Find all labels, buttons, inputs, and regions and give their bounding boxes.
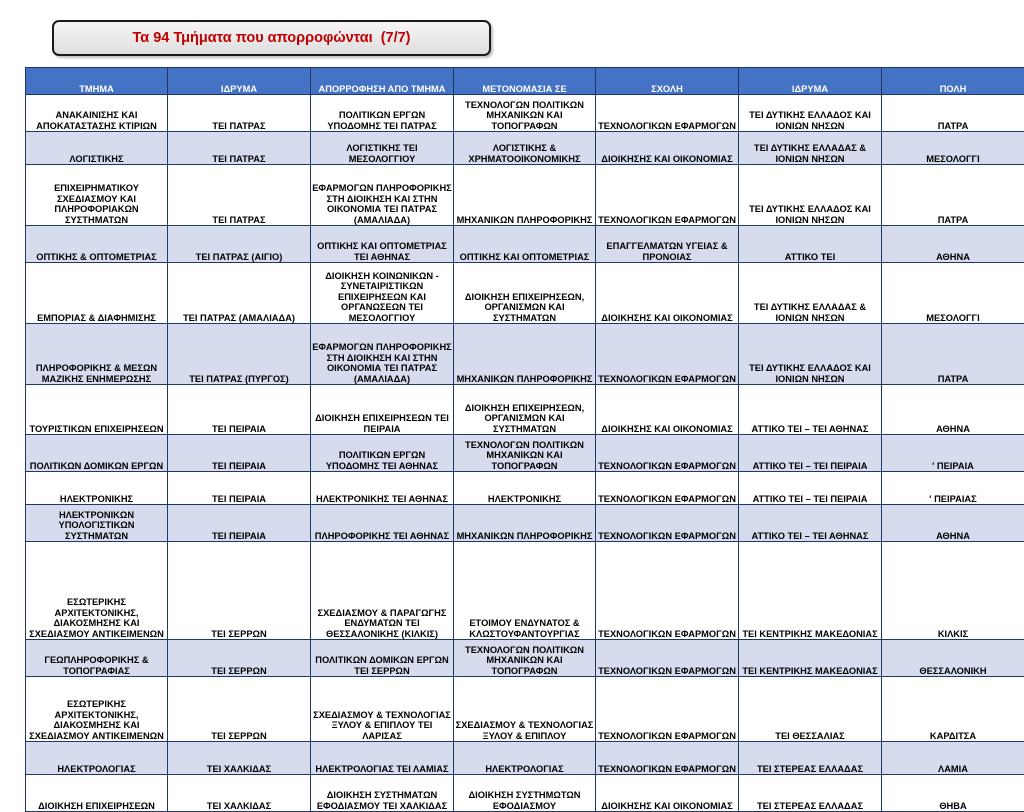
city-cell: ΜΕΣΟΛΟΓΓΙ (882, 263, 1024, 324)
institution-cell: ΤΕΙ ΠΕΙΡΑΙΑ (168, 505, 311, 542)
renamed-to-cell: ΛΟΓΙΣΤΙΚΗΣ & ΧΡΗΜΑΤΟΟΙΚΟΝΟΜΙΚΗΣ (454, 132, 596, 165)
absorbed-by-cell: ΛΟΓΙΣΤΙΚΗΣ ΤΕΙ ΜΕΣΟΛΟΓΓΙΟΥ (311, 132, 454, 165)
table-row (26, 677, 1024, 742)
department-cell: ΛΟΓΙΣΤΙΚΗΣ (26, 132, 168, 165)
absorbed-by-cell: ΕΦΑΡΜΟΓΩΝ ΠΛΗΡΟΦΟΡΙΚΗΣ ΣΤΗ ΔΙΟΙΚΗΣΗ ΚΑΙ ΣΤΗΝ ΟΙΚΟΝΟΜΙΑ ΤΕΙ ΠΑΤΡΑΣ (ΑΜΑΛΙΑΔΑ) (311, 324, 454, 385)
school-cell: ΔΙΟΙΚΗΣΗΣ ΚΑΙ ΟΙΚΟΝΟΜΙΑΣ (596, 775, 739, 812)
new-institution-cell: ΤΕΙ ΣΤΕΡΕΑΣ ΕΛΛΑΔΑΣ (739, 775, 882, 812)
renamed-to-cell: ΕΤΟΙΜΟΥ ΕΝΔΥΝΑΤΟΣ & ΚΛΩΣΤΟΥΦΑΝΤΟΥΡΓΙΑΣ (454, 542, 596, 640)
renamed-to-cell: ΗΛΕΚΤΡΟΛΟΓΙΑΣ (454, 742, 596, 775)
renamed-to-cell: ΤΕΧΝΟΛΟΓΩΝ ΠΟΛΙΤΙΚΩΝ ΜΗΧΑΝΙΚΩΝ ΚΑΙ ΤΟΠΟΓΡΑΦΩΝ (454, 95, 596, 132)
absorbed-by-cell: ΗΛΕΚΤΡΟΝΙΚΗΣ ΤΕΙ ΑΘΗΝΑΣ (311, 472, 454, 505)
new-institution-cell: ΤΕΙ ΔΥΤΙΚΗΣ ΕΛΛΑΔΟΣ ΚΑΙ ΙΟΝΙΩΝ ΝΗΣΩΝ (739, 95, 882, 132)
absorbed-by-cell: ΗΛΕΚΤΡΟΛΟΓΙΑΣ ΤΕΙ ΛΑΜΙΑΣ (311, 742, 454, 775)
school-cell: ΤΕΧΝΟΛΟΓΙΚΩΝ ΕΦΑΡΜΟΓΩΝ (596, 165, 739, 226)
school-cell: ΕΠΑΓΓΕΛΜΑΤΩΝ ΥΓΕΙΑΣ & ΠΡΟΝΟΙΑΣ (596, 226, 739, 263)
new-institution-cell: ΤΕΙ ΚΕΝΤΡΙΚΗΣ ΜΑΚΕΔΟΝΙΑΣ (739, 640, 882, 677)
renamed-to-cell: ΔΙΟΙΚΗΣΗ ΕΠΙΧΕΙΡΗΣΕΩΝ, ΟΡΓΑΝΙΣΜΩΝ ΚΑΙ ΣΥΣΤΗΜΑΤΩΝ (454, 385, 596, 435)
column-header-department: ΤΜΗΜΑ (26, 68, 168, 95)
absorbed-by-cell: ΔΙΟΙΚΗΣΗ ΚΟΙΝΩΝΙΚΩΝ - ΣΥΝΕΤΑΙΡΙΣΤΙΚΩΝ ΕΠΙΧΕΙΡΗΣΕΩΝ ΚΑΙ ΟΡΓΑΝΩΣΕΩΝ ΤΕΙ ΜΕΣΟΛΟΓΓΙΟΥ (311, 263, 454, 324)
absorbed-by-cell: ΠΟΛΙΤΙΚΩΝ ΔΟΜΙΚΩΝ ΕΡΓΩΝ ΤΕΙ ΣΕΡΡΩΝ (311, 640, 454, 677)
school-cell: ΔΙΟΙΚΗΣΗΣ ΚΑΙ ΟΙΚΟΝΟΜΙΑΣ (596, 385, 739, 435)
renamed-to-cell: ΣΧΕΔΙΑΣΜΟΥ & ΤΕΧΝΟΛΟΓΙΑΣ ΞΥΛΟΥ & ΕΠΙΠΛΟΥ (454, 677, 596, 742)
department-cell: ΠΟΛΙΤΙΚΩΝ ΔΟΜΙΚΩΝ ΕΡΓΩΝ (26, 435, 168, 472)
institution-cell: ΤΕΙ ΠΑΤΡΑΣ (ΠΥΡΓΟΣ) (168, 324, 311, 385)
absorbed-by-cell: ΟΠΤΙΚΗΣ ΚΑΙ ΟΠΤΟΜΕΤΡΙΑΣ ΤΕΙ ΑΘΗΝΑΣ (311, 226, 454, 263)
table-row (26, 385, 1024, 435)
city-cell: ΑΘΗΝΑ (882, 505, 1024, 542)
renamed-to-cell: ΔΙΟΙΚΗΣΗ ΣΥΣΤΗΜΩΤΩΝ ΕΦΟΔΙΑΣΜΟΥ (454, 775, 596, 812)
absorbed-by-cell: ΔΙΟΙΚΗΣΗ ΕΠΙΧΕΙΡΗΣΕΩΝ ΤΕΙ ΠΕΙΡΑΙΑ (311, 385, 454, 435)
new-institution-cell: ΤΕΙ ΣΤΕΡΕΑΣ ΕΛΛΑΔΑΣ (739, 742, 882, 775)
new-institution-cell: ΑΤΤΙΚΟ ΤΕΙ – ΤΕΙ ΠΕΙΡΑΙΑ (739, 435, 882, 472)
school-cell: ΤΕΧΝΟΛΟΓΙΚΩΝ ΕΦΑΡΜΟΓΩΝ (596, 742, 739, 775)
table-row (26, 742, 1024, 775)
column-header-city: ΠΟΛΗ (882, 68, 1024, 95)
renamed-to-cell: ΤΕΧΝΟΛΟΓΩΝ ΠΟΛΙΤΙΚΩΝ ΜΗΧΑΝΙΚΩΝ ΚΑΙ ΤΟΠΟΓΡΑΦΩΝ (454, 640, 596, 677)
city-cell: ΚΙΛΚΙΣ (882, 542, 1024, 640)
table-row (26, 775, 1024, 812)
renamed-to-cell: ΟΠΤΙΚΗΣ ΚΑΙ ΟΠΤΟΜΕΤΡΙΑΣ (454, 226, 596, 263)
school-cell: ΔΙΟΙΚΗΣΗΣ ΚΑΙ ΟΙΚΟΝΟΜΙΑΣ (596, 263, 739, 324)
absorbed-by-cell: ΣΧΕΔΙΑΣΜΟΥ & ΠΑΡΑΓΩΓΗΣ ΕΝΔΥΜΑΤΩΝ ΤΕΙ ΘΕΣΣΑΛΟΝΙΚΗΣ (ΚΙΛΚΙΣ) (311, 542, 454, 640)
renamed-to-cell: ΜΗΧΑΝΙΚΩΝ ΠΛΗΡΟΦΟΡΙΚΗΣ (454, 165, 596, 226)
table-row (26, 505, 1024, 542)
city-cell: ΛΑΜΙΑ (882, 742, 1024, 775)
school-cell: ΔΙΟΙΚΗΣΗΣ ΚΑΙ ΟΙΚΟΝΟΜΙΑΣ (596, 132, 739, 165)
new-institution-cell: ΑΤΤΙΚΟ ΤΕΙ – ΤΕΙ ΑΘΗΝΑΣ (739, 385, 882, 435)
new-institution-cell: ΤΕΙ ΚΕΝΤΡΙΚΗΣ ΜΑΚΕΔΟΝΙΑΣ (739, 542, 882, 640)
department-cell: ΑΝΑΚΑΙΝΙΣΗΣ ΚΑΙ ΑΠΟΚΑΤΑΣΤΑΣΗΣ ΚΤΙΡΙΩΝ (26, 95, 168, 132)
table-row (26, 640, 1024, 677)
department-cell: ΗΛΕΚΤΡΟΝΙΚΩΝ ΥΠΟΛΟΓΙΣΤΙΚΩΝ ΣΥΣΤΗΜΑΤΩΝ (26, 505, 168, 542)
column-header-school: ΣΧΟΛΗ (596, 68, 739, 95)
column-header-renamed-to: ΜΕΤΟΝΟΜΑΣΙΑ ΣΕ (454, 68, 596, 95)
city-cell: ΘΕΣΣΑΛΟΝΙΚΗ (882, 640, 1024, 677)
institution-cell: ΤΕΙ ΠΑΤΡΑΣ (168, 95, 311, 132)
new-institution-cell: ΑΤΤΙΚΟ ΤΕΙ – ΤΕΙ ΑΘΗΝΑΣ (739, 505, 882, 542)
column-header-new-institution: ΙΔΡΥΜΑ (739, 68, 882, 95)
table-row (26, 263, 1024, 324)
absorbed-by-cell: ΠΟΛΙΤΙΚΩΝ ΕΡΓΩΝ ΥΠΟΔΟΜΗΣ ΤΕΙ ΠΑΤΡΑΣ (311, 95, 454, 132)
department-cell: ΗΛΕΚΤΡΟΝΙΚΗΣ (26, 472, 168, 505)
table-header-row (26, 68, 1024, 95)
institution-cell: ΤΕΙ ΠΑΤΡΑΣ (ΑΜΑΛΙΑΔΑ) (168, 263, 311, 324)
renamed-to-cell: ΗΛΕΚΤΡΟΝΙΚΗΣ (454, 472, 596, 505)
school-cell: ΤΕΧΝΟΛΟΓΙΚΩΝ ΕΦΑΡΜΟΓΩΝ (596, 640, 739, 677)
city-cell: ΠΑΤΡΑ (882, 165, 1024, 226)
absorbed-by-cell: ΠΟΛΙΤΙΚΩΝ ΕΡΓΩΝ ΥΠΟΔΟΜΗΣ ΤΕΙ ΑΘΗΝΑΣ (311, 435, 454, 472)
department-cell: ΗΛΕΚΤΡΟΛΟΓΙΑΣ (26, 742, 168, 775)
new-institution-cell: ΤΕΙ ΔΥΤΙΚΗΣ ΕΛΛΑΔΟΣ ΚΑΙ ΙΟΝΙΩΝ ΝΗΣΩΝ (739, 165, 882, 226)
institution-cell: ΤΕΙ ΠΑΤΡΑΣ (168, 132, 311, 165)
department-cell: ΕΣΩΤΕΡΙΚΗΣ ΑΡΧΙΤΕΚΤΟΝΙΚΗΣ, ΔΙΑΚΟΣΜΗΣΗΣ ΚΑΙ ΣΧΕΔΙΑΣΜΟΥ ΑΝΤΙΚΕΙΜΕΝΩΝ (26, 542, 168, 640)
slide-title: Τα 94 Τμήματα που απορροφώνται (7/7) (52, 20, 491, 56)
renamed-to-cell: ΜΗΧΑΝΙΚΩΝ ΠΛΗΡΟΦΟΡΙΚΗΣ (454, 505, 596, 542)
new-institution-cell: ΑΤΤΙΚΟ ΤΕΙ – ΤΕΙ ΠΕΙΡΑΙΑ (739, 472, 882, 505)
school-cell: ΤΕΧΝΟΛΟΓΙΚΩΝ ΕΦΑΡΜΟΓΩΝ (596, 435, 739, 472)
renamed-to-cell: ΜΗΧΑΝΙΚΩΝ ΠΛΗΡΟΦΟΡΙΚΗΣ (454, 324, 596, 385)
school-cell: ΤΕΧΝΟΛΟΓΙΚΩΝ ΕΦΑΡΜΟΓΩΝ (596, 472, 739, 505)
departments-table (25, 67, 1024, 812)
absorbed-by-cell: ΕΦΑΡΜΟΓΩΝ ΠΛΗΡΟΦΟΡΙΚΗΣ ΣΤΗ ΔΙΟΙΚΗΣΗ ΚΑΙ ΣΤΗΝ ΟΙΚΟΝΟΜΙΑ ΤΕΙ ΠΑΤΡΑΣ (ΑΜΑΛΙΑΔΑ) (311, 165, 454, 226)
institution-cell: ΤΕΙ ΣΕΡΡΩΝ (168, 677, 311, 742)
new-institution-cell: ΤΕΙ ΔΥΤΙΚΗΣ ΕΛΛΑΔΟΣ ΚΑΙ ΙΟΝΙΩΝ ΝΗΣΩΝ (739, 324, 882, 385)
city-cell: ΑΘΗΝΑ (882, 385, 1024, 435)
city-cell: ' ΠΕΙΡΑΙΑΣ (882, 472, 1024, 505)
new-institution-cell: ΤΕΙ ΔΥΤΙΚΗΣ ΕΛΛΑΔΑΣ & ΙΟΝΙΩΝ ΝΗΣΩΝ (739, 132, 882, 165)
department-cell: ΓΕΩΠΛΗΡΟΦΟΡΙΚΗΣ & ΤΟΠΟΓΡΑΦΙΑΣ (26, 640, 168, 677)
institution-cell: ΤΕΙ ΠΕΙΡΑΙΑ (168, 385, 311, 435)
city-cell: ΑΘΗΝΑ (882, 226, 1024, 263)
renamed-to-cell: ΔΙΟΙΚΗΣΗ ΕΠΙΧΕΙΡΗΣΕΩΝ, ΟΡΓΑΝΙΣΜΩΝ ΚΑΙ ΣΥΣΤΗΜΑΤΩΝ (454, 263, 596, 324)
city-cell: ΘΗΒΑ (882, 775, 1024, 812)
absorbed-by-cell: ΔΙΟΙΚΗΣΗ ΣΥΣΤΗΜΑΤΩΝ ΕΦΟΔΙΑΣΜΟΥ ΤΕΙ ΧΑΛΚΙΔΑΣ (311, 775, 454, 812)
department-cell: ΠΛΗΡΟΦΟΡΙΚΗΣ & ΜΕΣΩΝ ΜΑΖΙΚΗΣ ΕΝΗΜΕΡΩΣΗΣ (26, 324, 168, 385)
department-cell: ΔΙΟΙΚΗΣΗ ΕΠΙΧΕΙΡΗΣΕΩΝ (26, 775, 168, 812)
new-institution-cell: ΑΤΤΙΚΟ ΤΕΙ (739, 226, 882, 263)
school-cell: ΤΕΧΝΟΛΟΓΙΚΩΝ ΕΦΑΡΜΟΓΩΝ (596, 324, 739, 385)
institution-cell: ΤΕΙ ΠΑΤΡΑΣ (ΑΙΓΙΟ) (168, 226, 311, 263)
table-row (26, 132, 1024, 165)
department-cell: ΕΜΠΟΡΙΑΣ & ΔΙΑΦΗΜΙΣΗΣ (26, 263, 168, 324)
institution-cell: ΤΕΙ ΧΑΛΚΙΔΑΣ (168, 775, 311, 812)
institution-cell: ΤΕΙ ΣΕΡΡΩΝ (168, 542, 311, 640)
department-cell: ΕΠΙΧΕΙΡΗΜΑΤΙΚΟΥ ΣΧΕΔΙΑΣΜΟΥ ΚΑΙ ΠΛΗΡΟΦΟΡΙΑΚΩΝ ΣΥΣΤΗΜΑΤΩΝ (26, 165, 168, 226)
table-row (26, 472, 1024, 505)
city-cell: ΚΑΡΔΙΤΣΑ (882, 677, 1024, 742)
department-cell: ΟΠΤΙΚΗΣ & ΟΠΤΟΜΕΤΡΙΑΣ (26, 226, 168, 263)
school-cell: ΤΕΧΝΟΛΟΓΙΚΩΝ ΕΦΑΡΜΟΓΩΝ (596, 542, 739, 640)
institution-cell: ΤΕΙ ΠΑΤΡΑΣ (168, 165, 311, 226)
city-cell: ΠΑΤΡΑ (882, 95, 1024, 132)
department-cell: ΕΣΩΤΕΡΙΚΗΣ ΑΡΧΙΤΕΚΤΟΝΙΚΗΣ, ΔΙΑΚΟΣΜΗΣΗΣ ΚΑΙ ΣΧΕΔΙΑΣΜΟΥ ΑΝΤΙΚΕΙΜΕΝΩΝ (26, 677, 168, 742)
column-header-absorbed-by: ΑΠΟΡΡΟΦΗΣΗ ΑΠΟ ΤΜΗΜΑ (311, 68, 454, 95)
school-cell: ΤΕΧΝΟΛΟΓΙΚΩΝ ΕΦΑΡΜΟΓΩΝ (596, 505, 739, 542)
city-cell: ' ΠΕΙΡΑΙΑ (882, 435, 1024, 472)
table-row (26, 95, 1024, 132)
school-cell: ΤΕΧΝΟΛΟΓΙΚΩΝ ΕΦΑΡΜΟΓΩΝ (596, 95, 739, 132)
absorbed-by-cell: ΠΛΗΡΟΦΟΡΙΚΗΣ ΤΕΙ ΑΘΗΝΑΣ (311, 505, 454, 542)
column-header-institution: ΙΔΡΥΜΑ (168, 68, 311, 95)
table-row (26, 542, 1024, 640)
table-row (26, 435, 1024, 472)
institution-cell: ΤΕΙ ΠΕΙΡΑΙΑ (168, 472, 311, 505)
department-cell: ΤΟΥΡΙΣΤΙΚΩΝ ΕΠΙΧΕΙΡΗΣΕΩΝ (26, 385, 168, 435)
institution-cell: ΤΕΙ ΧΑΛΚΙΔΑΣ (168, 742, 311, 775)
absorbed-by-cell: ΣΧΕΔΙΑΣΜΟΥ & ΤΕΧΝΟΛΟΓΙΑΣ ΞΥΛΟΥ & ΕΠΙΠΛΟΥ ΤΕΙ ΛΑΡΙΣΑΣ (311, 677, 454, 742)
table-row (26, 324, 1024, 385)
institution-cell: ΤΕΙ ΣΕΡΡΩΝ (168, 640, 311, 677)
institution-cell: ΤΕΙ ΠΕΙΡΑΙΑ (168, 435, 311, 472)
new-institution-cell: ΤΕΙ ΘΕΣΣΑΛΙΑΣ (739, 677, 882, 742)
renamed-to-cell: ΤΕΧΝΟΛΟΓΩΝ ΠΟΛΙΤΙΚΩΝ ΜΗΧΑΝΙΚΩΝ ΚΑΙ ΤΟΠΟΓΡΑΦΩΝ (454, 435, 596, 472)
school-cell: ΤΕΧΝΟΛΟΓΙΚΩΝ ΕΦΑΡΜΟΓΩΝ (596, 677, 739, 742)
city-cell: ΜΕΣΟΛΟΓΓΙ (882, 132, 1024, 165)
table-row (26, 165, 1024, 226)
city-cell: ΠΑΤΡΑ (882, 324, 1024, 385)
new-institution-cell: ΤΕΙ ΔΥΤΙΚΗΣ ΕΛΛΑΔΑΣ & ΙΟΝΙΩΝ ΝΗΣΩΝ (739, 263, 882, 324)
table-row (26, 226, 1024, 263)
